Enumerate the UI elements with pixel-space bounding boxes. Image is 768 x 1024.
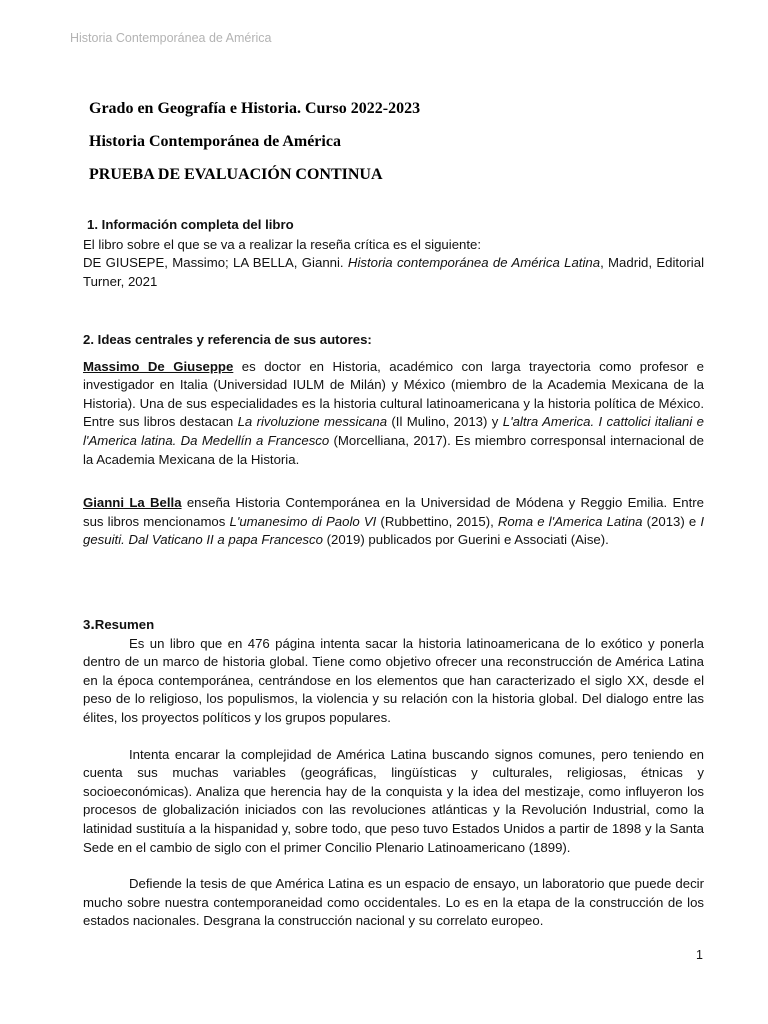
document-title-degree: Grado en Geografía e Historia. Curso 2022-2023 bbox=[89, 100, 421, 117]
summary-paragraph-1: Es un libro que en 476 página intenta sacar la historia latinoamericana de lo exótico y ponerla dentro de un marco de historia global. Tiene como objetivo ofrecer una reconstrucción de América Latina en la época contemporánea, centrándose en los elementos que han caracterizado el siglo XX, desde el peso de lo religioso, los populismos, la violencia y su relación con la historia global. Del dialogo entre las élites, los proyectos políticos y los grupos populares. bbox=[83, 635, 704, 725]
section-3-title: Resumen bbox=[94, 617, 155, 632]
author-1-text: es doctor en Historia, académico con larga trayectoria como profesor e investigador en Italia (Universidad IULM de Milán) y México (miembro de la Academia Mexicana de la Historia). Una de sus especialidades es la historia cultural latinoamericana y la historia política de México. Entre sus libros destacan bbox=[83, 358, 704, 430]
author-1-paragraph bbox=[83, 358, 704, 470]
author-2-text: (2019) publicados por Guerini e Associati (Aise). bbox=[322, 532, 609, 548]
section-1-heading: 1. Información completa del libro bbox=[87, 217, 294, 232]
document-title-course: Historia Contemporánea de América bbox=[89, 133, 341, 150]
author-1-name: Massimo De Giuseppe bbox=[83, 358, 234, 374]
page-number: 1 bbox=[696, 948, 703, 962]
section-1-intro: El libro sobre el que se va a realizar la reseña crítica es el siguiente: bbox=[83, 236, 482, 252]
section-summary bbox=[83, 616, 704, 931]
section-book-info bbox=[83, 216, 704, 291]
section-authors bbox=[83, 331, 704, 469]
author-1-book-2: L'altra America. I cattolici italiani e l'America latina. Da Medellín a Francesco bbox=[83, 414, 704, 448]
reference-authors: DE GIUSEPE, Massimo; LA BELLA, Gianni. bbox=[83, 255, 348, 271]
section-3-heading bbox=[83, 616, 704, 635]
author-1-book-1: La rivoluzione messicana bbox=[237, 414, 388, 430]
reference-title: Historia contemporánea de América Latina bbox=[347, 255, 601, 271]
author-2-book-2: Roma e l'America Latina bbox=[497, 513, 643, 529]
book-reference bbox=[83, 254, 704, 291]
section-2-heading: 2. Ideas centrales y referencia de sus autores: bbox=[83, 332, 372, 347]
author-2-text: enseña Historia Contemporánea en la Universidad de Módena y Reggio Emilia. Entre sus libros mencionamos bbox=[83, 495, 704, 529]
author-2-paragraph bbox=[83, 494, 704, 550]
summary-paragraph-2: Intenta encarar la complejidad de América Latina buscando signos comunes, pero teniendo en cuenta sus muchas variables (geográficas, lingüísticas y culturales, religiosas, étnicas y socioeconómicas). Analiza que herencia hay de la conquista y la idea del mestizaje, como influyeron los procesos de globalización iniciados con las revoluciones atlánticas y la Revolución Industrial, como la latinidad sustituía a la hispanidad y, sobre todo, que peso tuvo Estados Unidos a partir de 1898 y la Santa Sede en el cambio de siglo con el primer Concilio Plenario Latinoamericano (1899). bbox=[83, 746, 704, 855]
author-1-text: (Il Mulino, 2013) y bbox=[387, 414, 503, 430]
author-1-text: (Morcelliana, 2017). Es miembro corresponsal internacional de la Academia Mexicana de la Historia. bbox=[83, 432, 704, 467]
section-3-dot: . bbox=[90, 616, 95, 633]
author-2-text: (Rubbettino, 2015), bbox=[376, 513, 498, 529]
reference-publisher: , Madrid, Editorial Turner, 2021 bbox=[83, 255, 704, 289]
author-2-book-1: L'umanesimo di Paolo VI bbox=[229, 513, 377, 529]
author-2-text: (2013) e bbox=[642, 513, 701, 529]
summary-paragraph-3: Defiende la tesis de que América Latina es un espacio de ensayo, un laboratorio que puede decir mucho sobre nuestra contemporaneidad como occidentales. Lo es en la etapa de la construcción de los estados nacionales. Desgrana la construcción nacional y su correlato europeo. bbox=[83, 876, 704, 929]
section-author-2 bbox=[83, 494, 704, 550]
author-2-name: Gianni La Bella bbox=[83, 495, 182, 510]
author-2-book-3: I gesuiti. Dal Vaticano II a papa Francesco bbox=[83, 513, 704, 548]
section-3-number: 3 bbox=[83, 617, 91, 632]
running-header: Historia Contemporánea de América bbox=[70, 31, 272, 45]
document-title-assignment: PRUEBA DE EVALUACIÓN CONTINUA bbox=[89, 166, 383, 183]
